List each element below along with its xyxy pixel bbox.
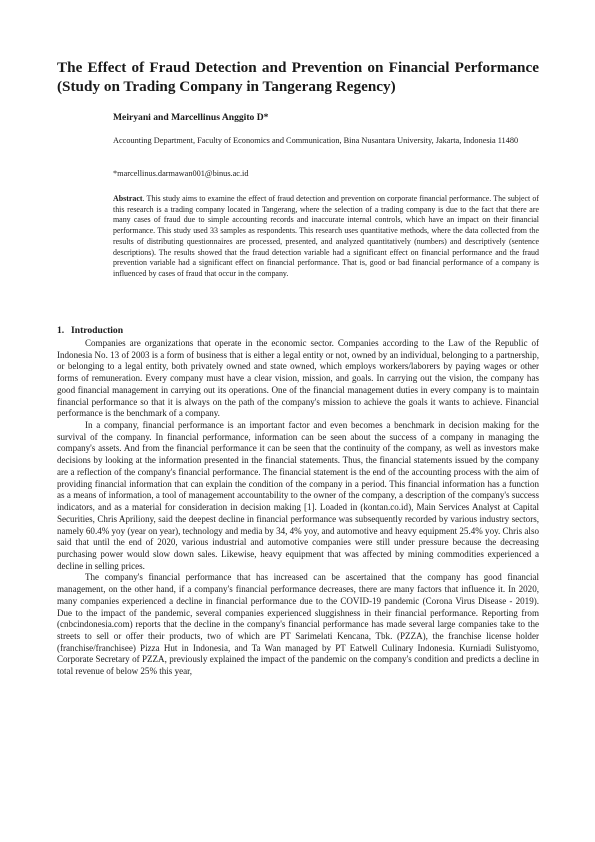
corresponding-email: *marcellinus.darmawan001@binus.ac.id: [113, 169, 249, 178]
abstract-text: . This study aims to examine the effect of fraud detection and prevention on corporate financial performance. The subject of this research is a trading company located in Tangerang, where the selection of a trading company is due to the fact that there are many cases of fraud due to simple accounting records and inaccurate internal controls, which have an impact on their financial performance. This study used 33 samples as respondents. This research uses quantitative methods, where the data collected from the results of distributing questionnaires are processed, presented, and analyzed quantitatively (numbers) and descriptively (sentence descriptions). The results showed that the fraud detection variable had a significant effect on financial performance and the fraud prevention variable had a significant effect on financial performance. That is, good or bad financial performance of a company is influenced by cases of fraud that occur in the company.: [113, 194, 539, 278]
introduction-body: [57, 338, 539, 678]
body-paragraph: Companies are organizations that operate in the economic sector. Companies according to the Law of the Republic of Indonesia No. 13 of 2003 is a form of business that is either a legal entity or not, owned by an individual, belonging to a partnership, or belonging to a legal entity, both privately owned and state owned, which employs workers/laborers by paying wages or other forms of remuneration. Every company must have a clear vision, mission, and goals. In carrying out the vision, the company has good financial management in carrying out its operations. One of the financial management duties in every company is to maintain financial performance so that it is always on the path of the company's mission to achieve the goals it wants to achieve. Financial performance is the benchmark of a company.: [57, 338, 539, 419]
abstract: [113, 194, 539, 280]
paper-title: The Effect of Fraud Detection and Prevention on Financial Performance (Study on Trading Company in Tangerang Regency): [57, 59, 539, 95]
section-title: Introduction: [71, 325, 124, 336]
author-list: Meiryani and Marcellinus Anggito D*: [113, 112, 269, 123]
abstract-label: Abstract: [113, 194, 143, 203]
section-number: 1.: [57, 325, 65, 336]
body-paragraph: In a company, financial performance is an important factor and even becomes a benchmark in decision making for the survival of the company. In financial performance, information can be seen about the success of a company in managing the company's assets. And from the financial performance it can be seen that the continuity of the company, as well as investors make decisions by looking at the information presented in the financial statements. Thus, the financial statements issued by the company are a reflection of the company's financial performance. The financial statement is the end of the accounting process with the aim of providing financial information that can explain the condition of the company in a period. This financial information has a function as a means of information, a tool of management accountability to the owner of the company, a description of the company's success indicators, and as a material for consideration in decision making [1]. Loaded in (kontan.co.id), Main Services Analyst at Capital Securities, Chris Apriliony, said the deepest decline in financial performance was subsequently recorded by various industry sectors, namely 60.4% yoy (year on year), technology and media by 34, 4% yoy, and automotive and heavy equipment 25.4% yoy. Chris also said that until the end of 2020, various industrial and automotive companies were still under pressure because the decreasing purchasing power would slow down sales. Likewise, heavy equipment that was affected by mining commodities experienced a decline in selling prices.: [57, 420, 539, 571]
section-heading-introduction: [57, 325, 123, 337]
body-paragraph: The company's financial performance that has increased can be ascertained that the company has good financial management, on the other hand, if a company's financial performance decreases, there are many factors that influence it. In 2020, many companies experienced a decline in financial performance due to the COVID-19 pandemic (Corona Virus Disease - 2019). Due to the impact of the pandemic, several companies experienced sluggishness in their financial performance. Reporting from (cnbcindonesia.com) reports that the decline in the company's financial performance has made several large companies take to the streets to sell or offer their products, two of which are PT Sarimelati Kencana, Tbk. (PZZA), the franchise license holder (franchise/franchisee) Pizza Hut in Indonesia, and Ta Wan managed by PT Eatwell Culinary Indonesia. Kurniadi Sulistyomo, Corporate Secretary of PZZA, previously explained the impact of the pandemic on the company's condition and predicts a decline in total revenue of below 25% this year,: [57, 572, 539, 677]
author-affiliation: Accounting Department, Faculty of Economics and Communication, Bina Nusantara University, Jakarta, Indonesia 11480: [113, 136, 519, 145]
